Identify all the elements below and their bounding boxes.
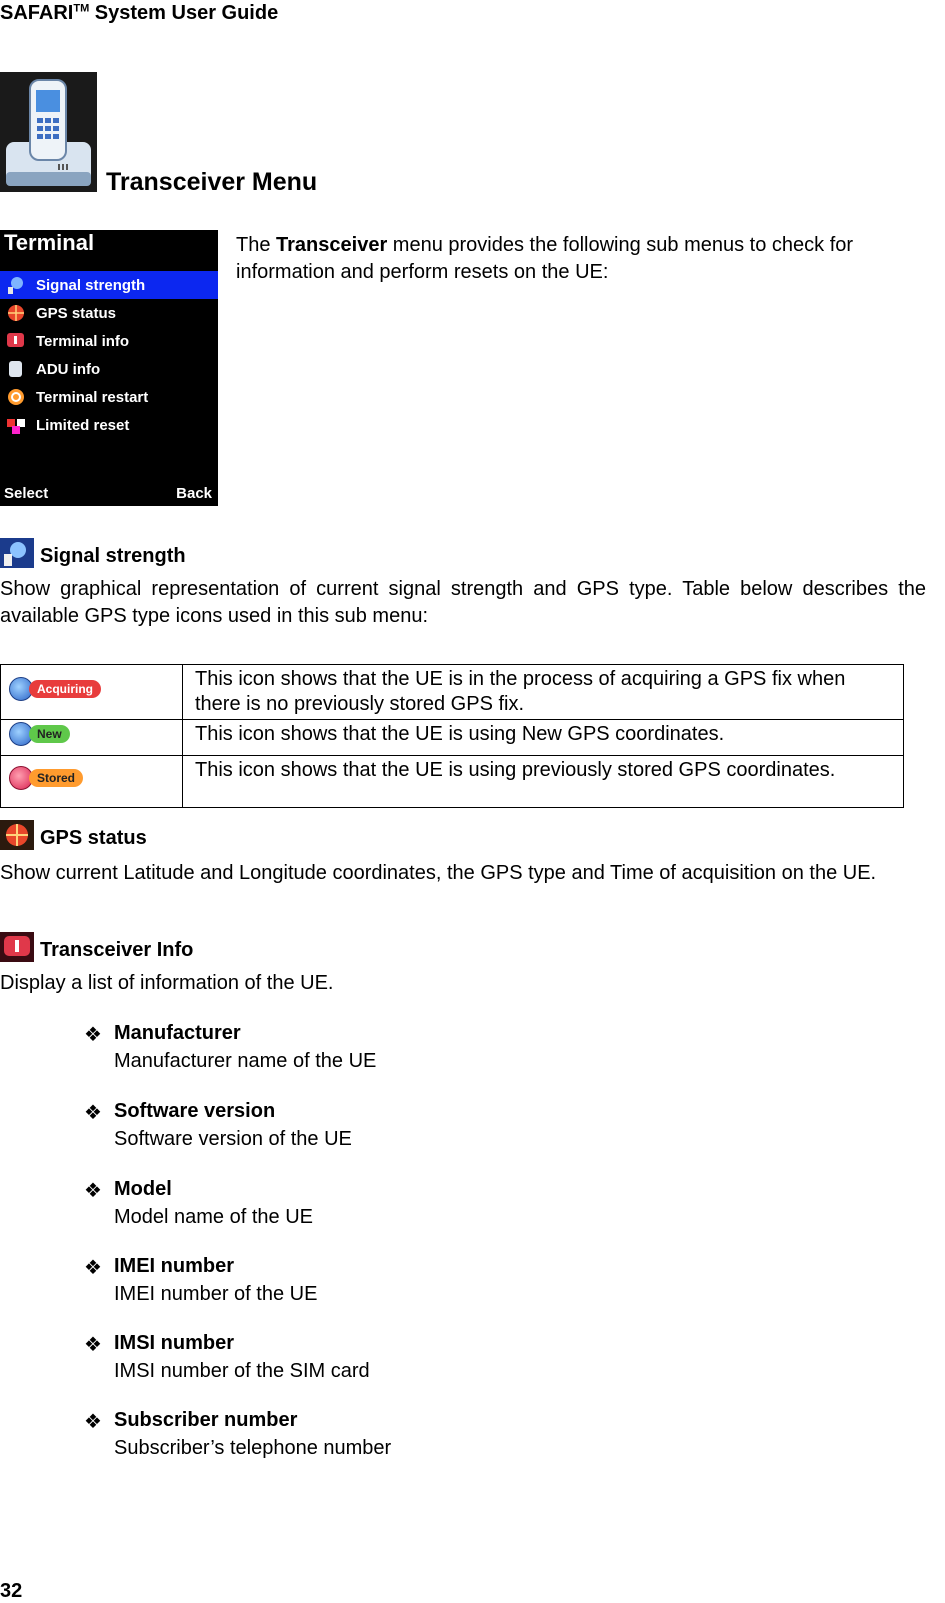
signal-strength-heading — [0, 538, 186, 568]
item-desc: IMSI number of the SIM card — [114, 1360, 370, 1382]
item-title: IMEI number — [114, 1255, 235, 1277]
diamond-bullet-icon: ❖ — [84, 1411, 102, 1433]
menu-item-label: ADU info — [36, 360, 101, 378]
section-title: Signal strength — [40, 545, 186, 567]
menu-item-signal-strength[interactable] — [0, 271, 218, 299]
trademark: TM — [73, 2, 90, 15]
table-row — [1, 756, 904, 808]
item-title: Software version — [114, 1100, 276, 1122]
signal-icon — [5, 275, 27, 295]
gps-globe-icon — [0, 820, 34, 850]
transceiver-info-heading — [0, 932, 193, 962]
section-title: GPS status — [40, 827, 147, 849]
item-desc: Model name of the UE — [114, 1206, 313, 1228]
icon-label: New — [29, 725, 70, 743]
menu-item-terminal-restart[interactable] — [0, 383, 218, 411]
menu-item-label: Terminal info — [36, 332, 130, 350]
terminal-title: Terminal — [4, 230, 95, 255]
info-icon — [5, 331, 27, 351]
description-cell: This icon shows that the UE is in the process of acquiring a GPS fix when there is no previously stored GPS fix. — [183, 665, 904, 720]
transceiver-icon — [0, 72, 97, 192]
item-desc: IMEI number of the UE — [114, 1283, 318, 1305]
reset-icon — [5, 415, 27, 435]
restart-icon — [5, 387, 27, 407]
diamond-bullet-icon: ❖ — [84, 1102, 102, 1124]
diamond-bullet-icon: ❖ — [84, 1257, 102, 1279]
item-desc: Manufacturer name of the UE — [114, 1050, 377, 1072]
icon-cell — [1, 720, 183, 756]
icon-cell — [1, 665, 183, 720]
brand-name: SAFARI — [0, 2, 74, 24]
signal-icon — [0, 538, 34, 568]
acquiring-icon — [9, 677, 101, 701]
new-icon — [9, 722, 70, 746]
item-title: Model — [114, 1178, 172, 1200]
item-title: IMSI number — [114, 1332, 235, 1354]
select-softkey[interactable]: Select — [4, 485, 49, 502]
menu-item-label: Limited reset — [36, 416, 130, 434]
page-number: 32 — [0, 1580, 23, 1602]
transceiver-info-text: Display a list of information of the UE. — [0, 972, 334, 994]
gps-status-text: Show current Latitude and Longitude coordinates, the GPS type and Time of acquisition on the UE. — [0, 862, 877, 884]
stored-icon — [9, 766, 83, 790]
diamond-bullet-icon: ❖ — [84, 1334, 102, 1356]
diamond-bullet-icon: ❖ — [84, 1180, 102, 1202]
item-title: Manufacturer — [114, 1022, 241, 1044]
item-desc: Subscriber’s telephone number — [114, 1437, 392, 1459]
info-icon — [0, 932, 34, 962]
icon-cell — [1, 756, 183, 808]
diamond-bullet-icon: ❖ — [84, 1024, 102, 1046]
menu-item-gps-status[interactable] — [0, 299, 218, 327]
item-desc: Software version of the UE — [114, 1128, 352, 1150]
terminal-menu — [0, 271, 218, 439]
menu-item-adu-info[interactable] — [0, 355, 218, 383]
table-row — [1, 720, 904, 756]
page-title: Transceiver Menu — [106, 168, 318, 196]
adu-icon — [5, 359, 27, 379]
intro-pre: The — [236, 234, 277, 256]
table-row — [1, 665, 904, 720]
soft-keys — [4, 485, 212, 502]
menu-item-label: GPS status — [36, 304, 117, 322]
menu-item-label: Signal strength — [36, 276, 146, 294]
menu-item-limited-reset[interactable] — [0, 411, 218, 439]
menu-item-label: Terminal restart — [36, 388, 149, 406]
intro-paragraph — [236, 232, 936, 286]
menu-item-terminal-info[interactable] — [0, 327, 218, 355]
section-title: Transceiver Info — [40, 939, 194, 961]
description-cell: This icon shows that the UE is using previously stored GPS coordinates. — [183, 756, 904, 808]
gps-type-table — [0, 664, 904, 808]
gps-globe-icon — [5, 303, 27, 323]
icon-label: Acquiring — [29, 680, 101, 698]
icon-label: Stored — [29, 769, 83, 787]
signal-strength-text: Show graphical representation of current signal strength and GPS type. Table below describes the available GPS type icons used in this sub menu: — [0, 578, 926, 627]
back-softkey[interactable]: Back — [176, 485, 212, 502]
item-title: Subscriber number — [114, 1409, 298, 1431]
gps-status-heading — [0, 820, 147, 850]
intro-bold: Transceiver — [276, 234, 388, 256]
page-header — [0, 2, 278, 25]
intro-post: menu provides the following sub menus to check for information and perform resets on the UE: — [236, 234, 854, 283]
terminal-screen — [0, 230, 218, 506]
header-rest: System User Guide — [89, 2, 279, 24]
description-cell: This icon shows that the UE is using New GPS coordinates. — [183, 720, 904, 756]
